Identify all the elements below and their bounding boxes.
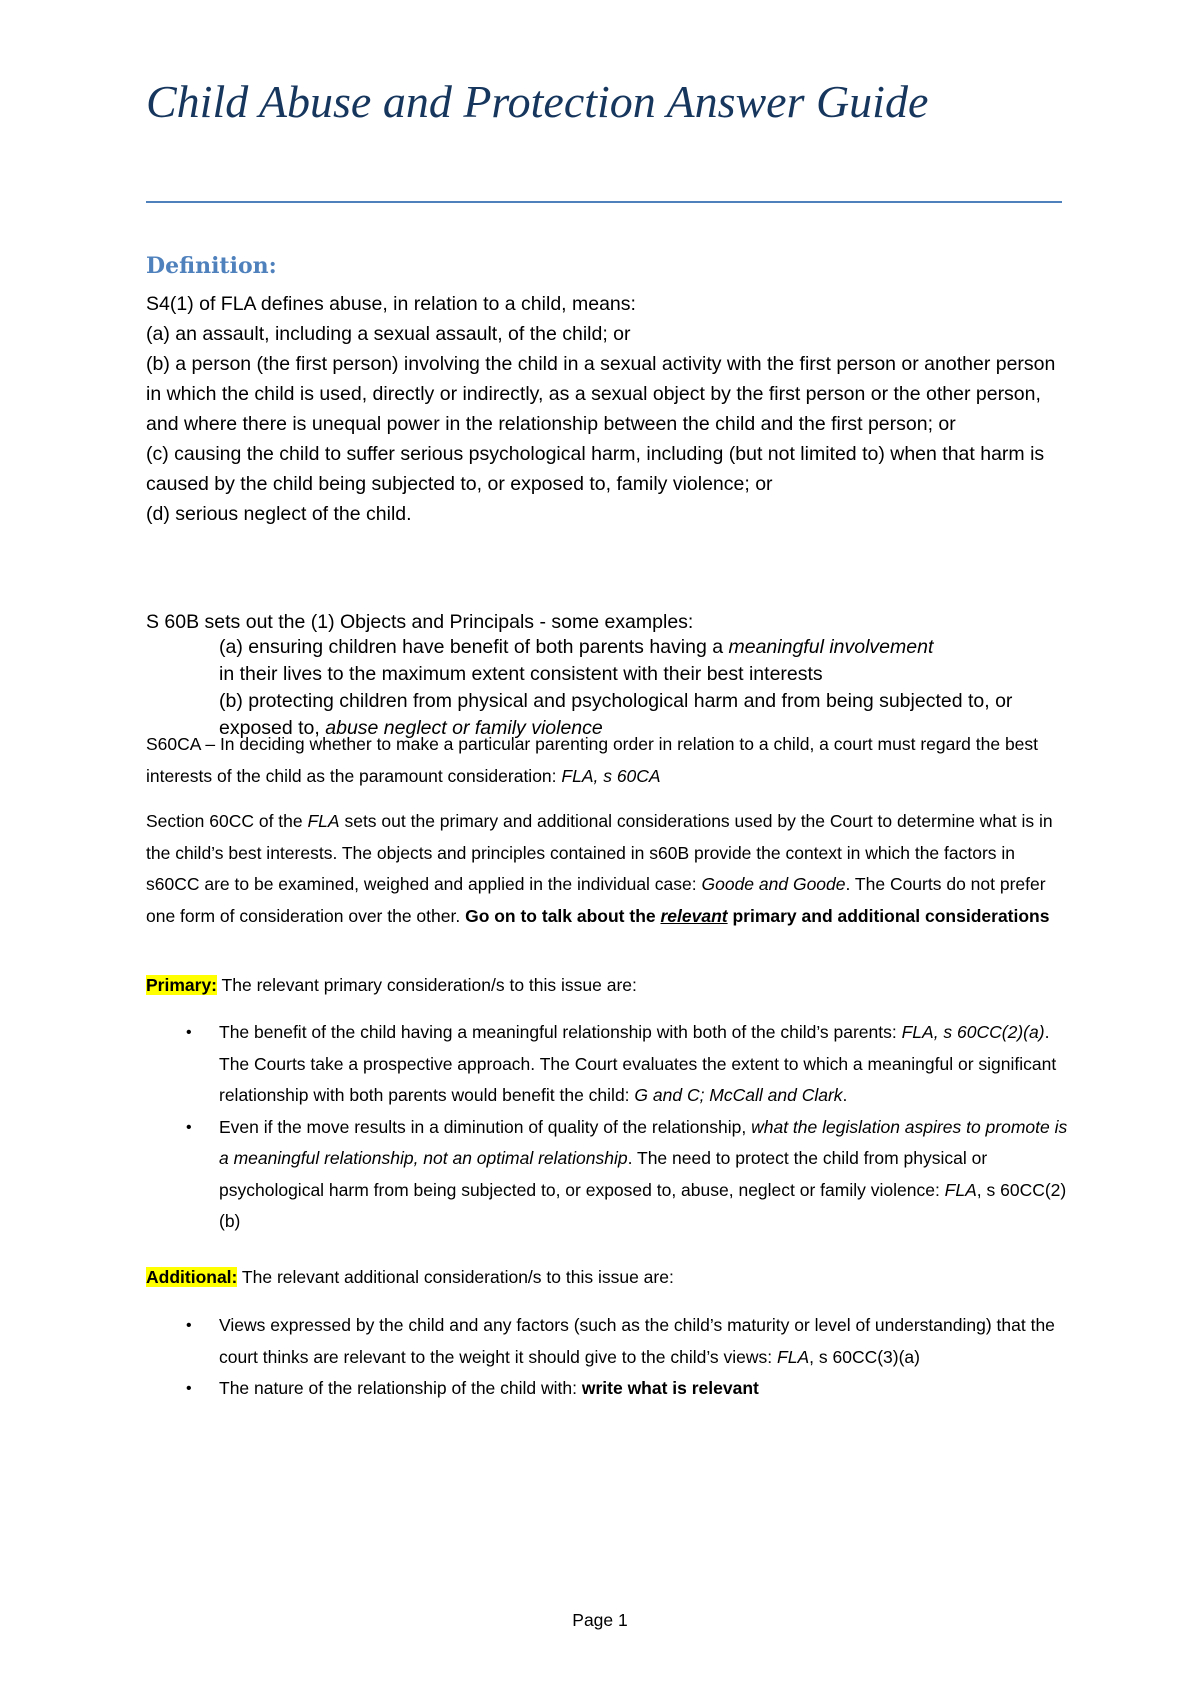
bullet-icon: •	[186, 1118, 192, 1136]
page-number: Page 1	[572, 1610, 628, 1630]
definition-line: (c) causing the child to suffer serious psychological harm, including (but not limited to) when that harm is caused by the child being subjected to, or exposed to, family violence; or	[146, 443, 1045, 495]
primary-heading-paragraph	[146, 970, 1071, 1002]
additional-text: The relevant additional consideration/s to this issue are:	[237, 1267, 674, 1287]
primary-label: Primary:	[146, 975, 218, 995]
bullet-icon: •	[186, 1024, 192, 1041]
definition-heading: Definition:	[146, 253, 277, 279]
s60cc-text-2: sets out the primary and additional considerations used by the Court to determine what is in the child’s best interests. The objects and principles contained in s60B provide the context in which the factors in s60CC are to be examined, weighed and applied in the individual case:	[146, 811, 1053, 894]
list-item	[146, 1310, 1071, 1373]
s60b-item-a-text-2: in their lives to the maximum extent consistent with their best interests	[219, 663, 823, 685]
additional-label: Additional:	[146, 1267, 238, 1287]
primary-bullet-2-end: , s 60CC(2)(b)	[219, 1179, 1067, 1231]
primary-bullet-1-cite: FLA, s 60CC(2)(a)	[901, 1022, 1045, 1042]
s60ca-citation: FLA, s 60CA	[561, 765, 661, 786]
primary-bullet-1-cases: G and C; McCall and Clark	[634, 1085, 843, 1105]
primary-bullet-2-text-2: . The need to protect the child from physical or psychological harm from being subjected to, or exposed to, abuse, neglect or family violence:	[219, 1148, 988, 1200]
definition-line: S4(1) of FLA defines abuse, in relation to a child, means:	[146, 293, 636, 315]
additional-bullet-2-text: The nature of the relationship of the child with:	[219, 1378, 582, 1398]
primary-bullets	[146, 1017, 1071, 1238]
definition-line: (a) an assault, including a sexual assault, of the child; or	[146, 323, 631, 345]
additional-bullet-1-text: Views expressed by the child and any factors (such as the child’s maturity or level of understanding) that the court thinks are relevant to the weight it should give to the child’s views:	[219, 1315, 1055, 1367]
additional-heading-paragraph	[146, 1262, 1071, 1294]
s60cc-case: Goode and Goode	[701, 874, 846, 894]
additional-bullet-2-bold: write what is relevant	[581, 1378, 759, 1398]
s60cc-bold-1: Go on to talk about the	[465, 905, 661, 926]
definition-body	[146, 289, 1071, 529]
primary-bullet-2-cite: FLA	[944, 1179, 977, 1200]
additional-bullet-1-end: , s 60CC(3)(a)	[809, 1346, 920, 1367]
list-item	[146, 1017, 1071, 1112]
document-title: Child Abuse and Protection Answer Guide	[146, 76, 929, 127]
definition-line: (d) serious neglect of the child.	[146, 503, 412, 525]
bullet-icon: •	[186, 1380, 192, 1397]
s60b-item-a-text: (a) ensuring children have benefit of both parents having a	[219, 636, 729, 658]
s60b-item-b-italic: abuse neglect or family violence	[325, 717, 603, 739]
primary-bullet-1-text-2: . The Courts take a prospective approach. The Court evaluates the extent to which a meaningful or significant relationship with both parents would benefit the child:	[219, 1022, 1057, 1105]
s60ca-paragraph	[146, 729, 1071, 792]
s60ca-text: S60CA – In deciding whether to make a particular parenting order in relation to a child, a court must regard the best interests of the child as the paramount consideration:	[146, 734, 1039, 786]
additional-bullets	[146, 1310, 1071, 1405]
primary-bullet-1-text: The benefit of the child having a meaningful relationship with both of the child’s parents:	[219, 1022, 902, 1042]
s60b-item-a	[219, 634, 1079, 688]
s60cc-bold-2: primary and additional considerations	[727, 905, 1050, 926]
s60b-items	[219, 634, 1079, 742]
title-underline	[146, 201, 1062, 203]
s60b-item-b-text: (b) protecting children from physical and psychological harm and from being subjected to, or exposed to,	[219, 690, 1013, 739]
primary-bullet-1-end: .	[842, 1085, 848, 1105]
s60cc-paragraph	[146, 806, 1071, 932]
list-item	[146, 1373, 1071, 1405]
s60cc-text-3: . The Courts do not prefer one form of consideration over the other.	[146, 874, 1046, 926]
bullet-icon: •	[186, 1317, 192, 1334]
s60b-intro: S 60B sets out the (1) Objects and Principals - some examples:	[146, 611, 694, 633]
s60cc-fla: FLA	[307, 811, 340, 831]
additional-bullet-1-cite: FLA	[777, 1346, 810, 1367]
list-item	[146, 1112, 1071, 1238]
definition-line: (b) a person (the first person) involving the child in a sexual activity with the first person or another person in which the child is used, directly or indirectly, as a sexual object by the first person or the other person, and where there is unequal power in the relationship between the child and the first person; or	[146, 353, 1056, 435]
s60b-item-a-italic: meaningful involvement	[728, 636, 934, 658]
s60cc-relevant: relevant	[660, 905, 728, 926]
s60cc-text-1: Section 60CC of the	[146, 811, 308, 831]
primary-bullet-2-italic: what the legislation aspires to promote is a meaningful relationship, not an optimal relationship	[219, 1116, 1068, 1168]
primary-text: The relevant primary consideration/s to this issue are:	[217, 975, 637, 995]
primary-bullet-2-text: Even if the move results in a diminution of quality of the relationship,	[219, 1116, 752, 1137]
